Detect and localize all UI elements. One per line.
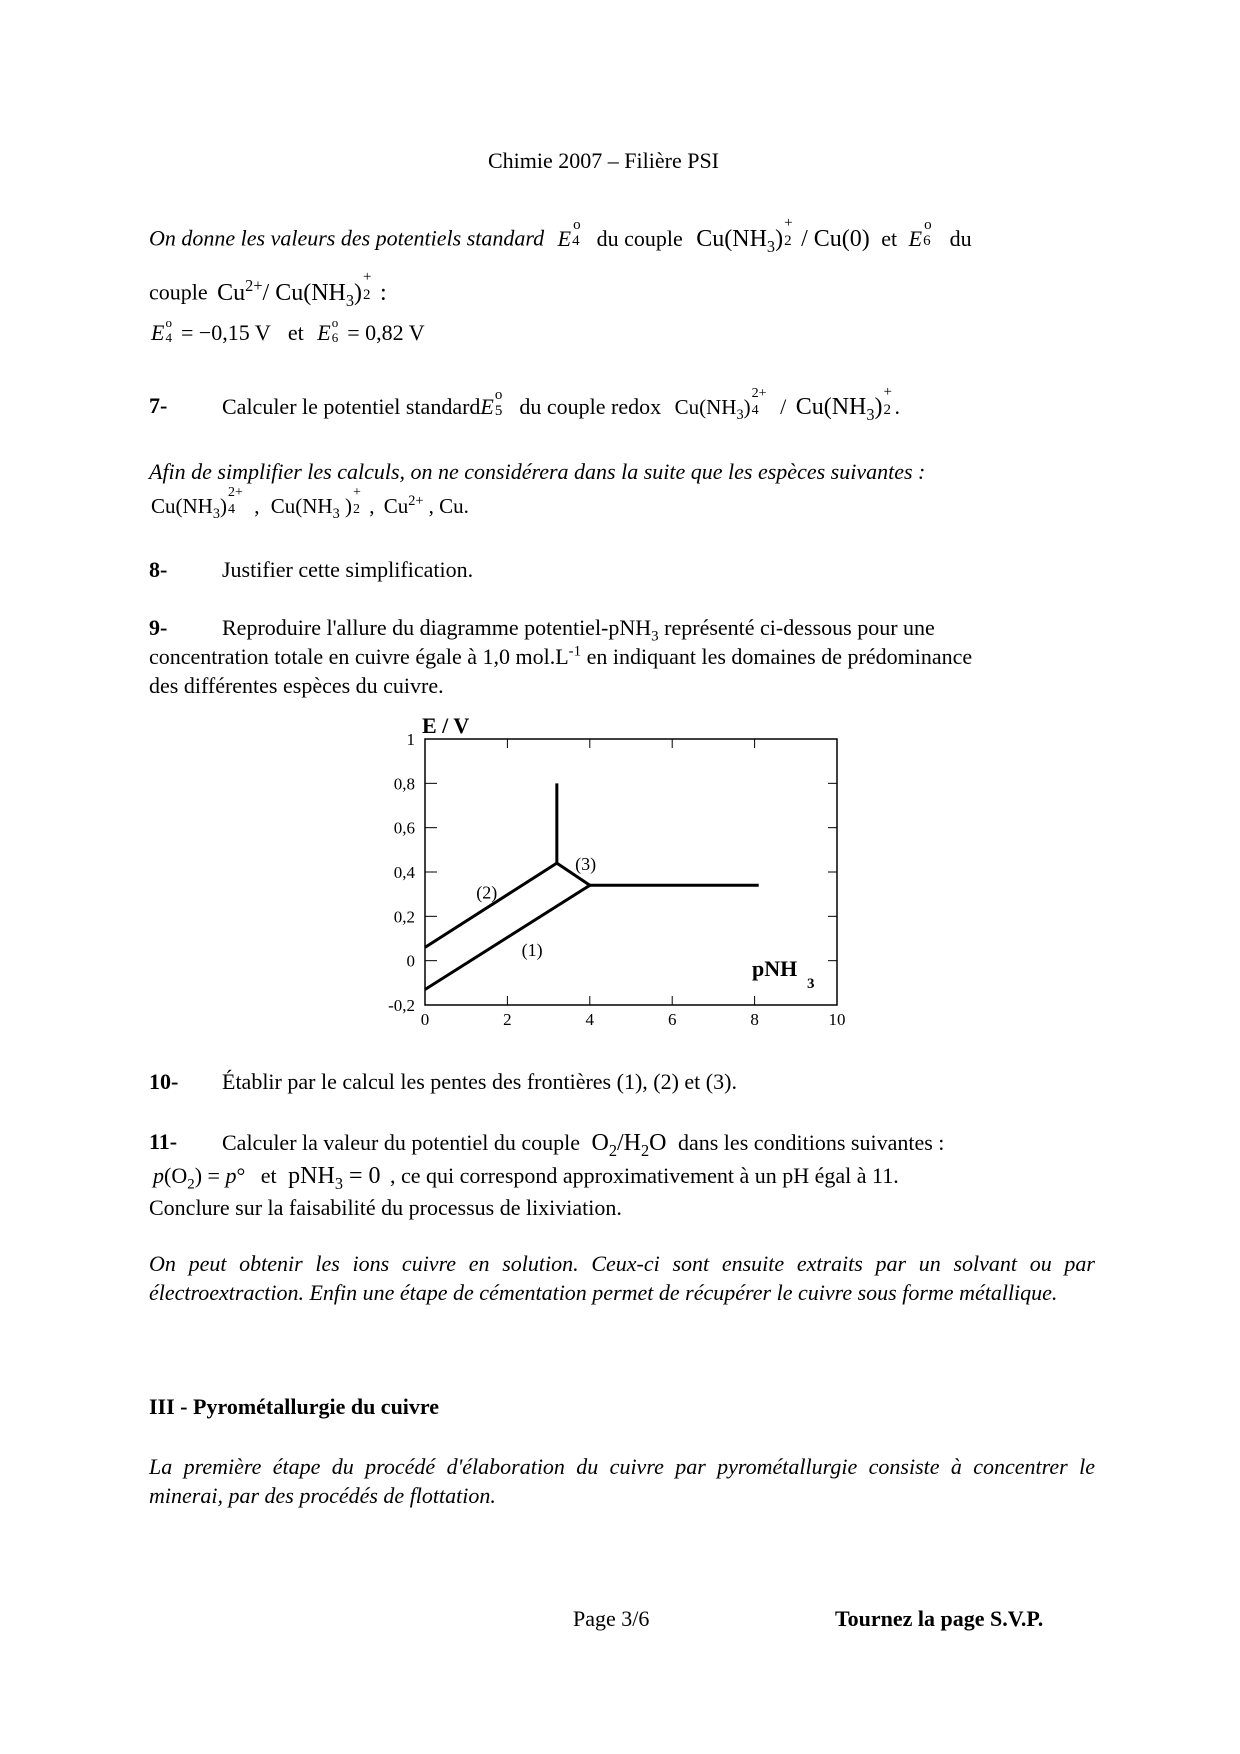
page-number: Page 3/6: [573, 1606, 650, 1631]
question-9-line-3: des différentes espèces du cuivre.: [149, 673, 444, 698]
question-7-number: 7-: [149, 393, 168, 418]
y-tick-label: 1: [406, 730, 415, 749]
question-10-number: 10-: [149, 1069, 179, 1094]
question-11-number: 11-: [149, 1129, 178, 1154]
intro-line-2: couple $Cu^{2+}/$ $Cu(NH_3)$ + 2 :: [149, 269, 387, 310]
x-tick-label: 10: [828, 1010, 846, 1029]
couple-cu-nh3-2-cu0: $Cu(NH_3)$ + 2 / Cu(0): [696, 215, 870, 256]
question-7-text: Calculer le potentiel standardE o 5 du couple redox $Cu(NH_3)$ 2+ 4 / $Cu(NH_3)$ + 2 .: [222, 384, 901, 424]
couple-cu2-cu-nh3-2: $Cu^{2+}/$ $Cu(NH_3)$ + 2 :: [217, 269, 387, 310]
y-tick-label: 0,8: [393, 774, 415, 794]
question-9-line-2: concentration totale en cuivre égale à 1,0 $mol.L^{-1}$ en indiquant les domaines de prédominance: [149, 643, 973, 669]
standard-potential-values: E o 4 = −0,15 V et E o 6 = 0,82 V: [151, 314, 425, 345]
x-tick-label: 2: [503, 1010, 512, 1029]
intro-line-1: On donne les valeurs des potentiels standard E o 4 du couple $Cu(NH_3)$ + 2 / Cu(0) et E o 6 du: [149, 215, 972, 256]
page-header: Chimie 2007 – Filière PSI: [488, 148, 719, 173]
boundary-label: (3): [575, 853, 597, 874]
question-9-number: 9-: [149, 615, 168, 640]
series-line-1: [425, 882, 590, 989]
question-11-conditions: $p(O_2) = p^\circ$ et pNH$_3$ = 0 , ce qui correspond approximativement à un pH égal à 11.: [153, 1163, 899, 1193]
turn-page-note: Tournez la page S.V.P.: [835, 1606, 1044, 1631]
y-tick-label: 0: [406, 951, 415, 971]
paragraph-pyrometallurgy: La première étape du procédé d'élaboration du cuivre par pyrométallurgie consiste à concentrer le minerai, par des procédés de flottation.: [149, 1454, 1095, 1508]
x-tick-label: 4: [585, 1010, 595, 1029]
series-line-2: [425, 863, 557, 947]
x-tick-label: 6: [667, 1010, 677, 1029]
question-11-line-1: Calculer la valeur du potentiel du couple $O_2/H_2O$ dans les conditions suivantes :: [222, 1130, 945, 1160]
x-axis-label: pNH: [752, 956, 798, 982]
x-tick-label: 0: [420, 1010, 430, 1029]
x-tick-label: 8: [750, 1010, 759, 1029]
boundary-label: (1): [521, 940, 543, 961]
question-10-text: Établir par le calcul les pentes des frontières (1), (2) et (3).: [222, 1069, 737, 1094]
question-8-text: Justifier cette simplification.: [222, 557, 474, 582]
section-3-title: III - Pyrométallurgie du cuivre: [149, 1394, 440, 1419]
paragraph-ions-extraction: On peut obtenir les ions cuivre en solution. Ceux-ci sont ensuite extraits par un solvant ou par électroextraction. Enfin une étape de cémentation permet de récupérer le cuivre sous forme métallique.: [149, 1251, 1095, 1305]
y-tick-label: 0,2: [393, 907, 415, 927]
potential-pnh3-diagram: [380, 715, 880, 1035]
y-axis-label: E / V: [422, 715, 470, 738]
y-tick-label: 0,6: [393, 818, 415, 838]
question-8-number: 8-: [149, 557, 168, 582]
x-axis-label-subscript: 3: [807, 976, 815, 993]
boundary-label: (2): [476, 882, 498, 903]
y-tick-label: -0,2: [388, 996, 415, 1015]
question-11-line-3: Conclure sur la faisabilité du processus de lixiviation.: [149, 1195, 622, 1220]
simplification-statement: Afin de simplifier les calculs, on ne considérera dans la suite que les espèces suivantes :: [149, 459, 926, 484]
question-9-line-1: Reproduire l'allure du diagramme potentiel-pNH$_3$ représenté ci-dessous pour une: [222, 615, 935, 645]
species-list: $Cu(NH_3)$ 2+ 4 , $Cu(NH_3$ ) + 2 , $Cu^{2+}$ , Cu.: [151, 485, 469, 522]
y-tick-label: 0,4: [393, 863, 415, 882]
